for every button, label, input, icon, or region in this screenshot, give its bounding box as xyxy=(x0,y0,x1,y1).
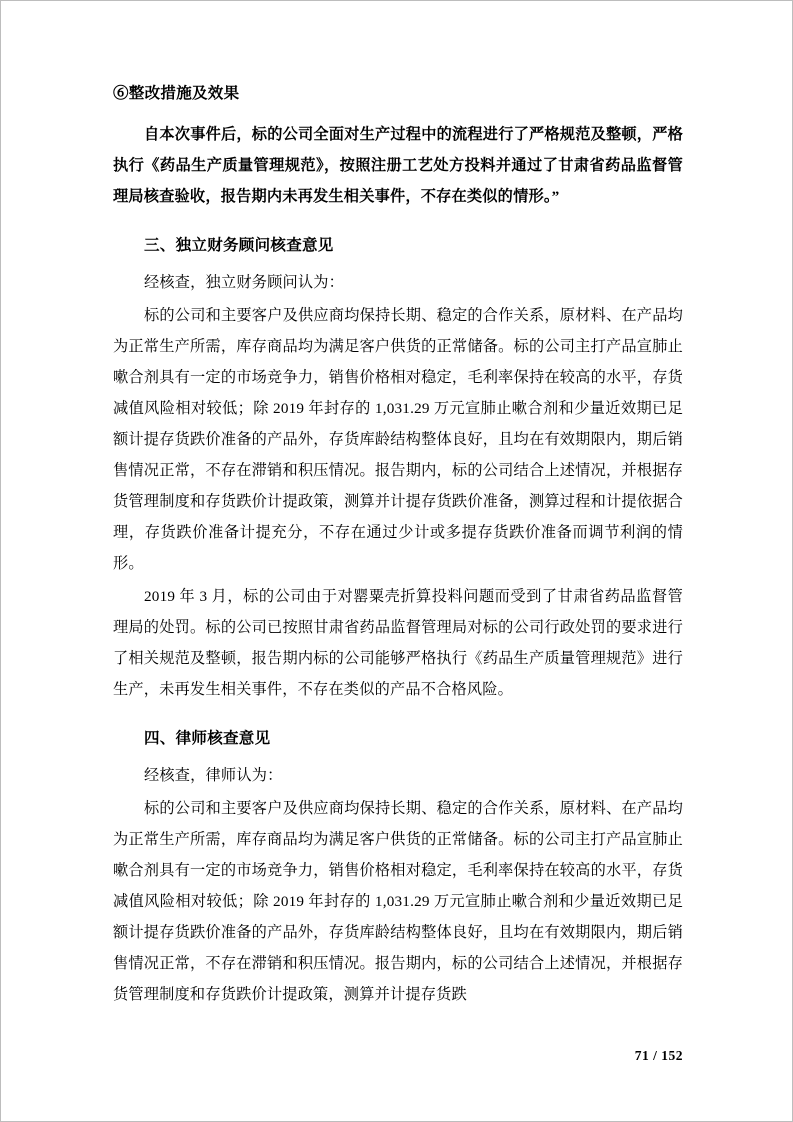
section-heading-lawyer-opinion: 四、律师核查意见 xyxy=(144,730,271,748)
paragraph-rectification-measures: 自本次事件后，标的公司全面对生产过程中的流程进行了严格规范及整顿，严格执行《药品生产质量管理规范》，按照注册工艺处方投料并通过了甘肃省药品监督管理局核查验收，报告期内未再发生相关事件，不存在类似的情形。” xyxy=(113,126,683,206)
paragraph-financial-advisor-body-2: 2019 年 3 月，标的公司由于对罂粟壳折算投料问题而受到了甘肃省药品监督管理局的处罚。标的公司已按照甘肃省药品监督管理局对标的公司行政处罚的要求进行了相关规范及整顿，报告期内标的公司能够严格执行《药品生产质量管理规范》进行生产，未再发生相关事件，不存在类似的产品不合格风险。 xyxy=(113,588,683,699)
page-number-footer: 71 / 152 xyxy=(634,1048,683,1063)
page-content xyxy=(113,82,683,1010)
paragraph-lawyer-body: 标的公司和主要客户及供应商均保持长期、稳定的合作关系，原材料、在产品均为正常生产所需，库存商品均为满足客户供货的正常储备。标的公司主打产品宣肺止嗽合剂具有一定的市场竞争力，销售价格相对稳定，毛利率保持在较高的水平，存货减值风险相对较低；除 2019 年封存的 1,031.29 万元宣肺止嗽合剂和少量近效期已足额计提存货跌价准备的产品外，存货库龄结构整体良好，且均在有效期限内，期后销售情况正常，不存在滞销和积压情况。报告期内，标的公司结合上述情况，并根据存货管理制度和存货跌价计提政策，测算并计提存货跌 xyxy=(113,799,683,1003)
subheading-rectification-measures: ⑥整改措施及效果 xyxy=(113,85,240,102)
paragraph-lawyer-intro: 经核查，律师认为： xyxy=(144,766,283,784)
paragraph-financial-advisor-intro: 经核查，独立财务顾问认为： xyxy=(144,274,345,292)
section-heading-financial-advisor-opinion: 三、独立财务顾问核查意见 xyxy=(144,237,334,255)
paragraph-financial-advisor-body-1: 标的公司和主要客户及供应商均保持长期、稳定的合作关系，原材料、在产品均为正常生产所需，库存商品均为满足客户供货的正常储备。标的公司主打产品宣肺止嗽合剂具有一定的市场竞争力，销售价格相对稳定，毛利率保持在较高的水平，存货减值风险相对较低；除 2019 年封存的 1,031.29 万元宣肺止嗽合剂和少量近效期已足额计提存货跌价准备的产品外，存货库龄结构整体良好，且均在有效期限内，期后销售情况正常，不存在滞销和积压情况。报告期内，标的公司结合上述情况，并根据存货管理制度和存货跌价计提政策，测算并计提存货跌价准备，测算过程和计提依据合理，存货跌价准备计提充分，不存在通过少计或多提存货跌价准备而调节利润的情形。 xyxy=(113,307,683,573)
